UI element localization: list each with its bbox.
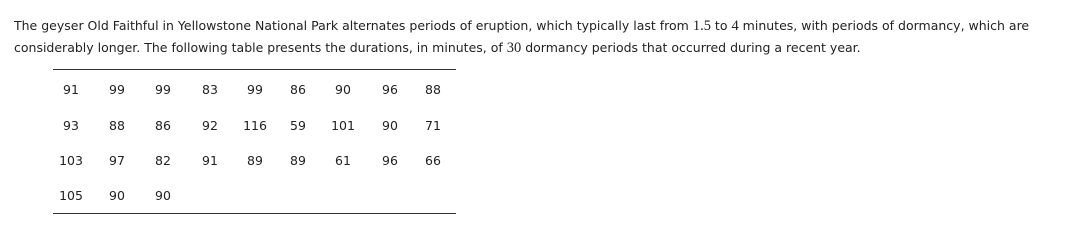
table-cell: 88	[109, 118, 125, 133]
table-cell: 105	[59, 188, 83, 203]
table-cell: 92	[202, 118, 218, 133]
table-cell: 71	[425, 118, 441, 133]
intro-text-3: minutes, with periods of dormancy, which are considerably longer. The following table presents the durations, in minutes, of	[14, 18, 1030, 55]
table-cell: 88	[425, 82, 441, 97]
intro-text-2: to	[710, 18, 732, 33]
table-cell: 89	[290, 153, 306, 168]
intro-number-eruption-max: 4	[731, 18, 739, 34]
table-cell: 116	[243, 118, 267, 133]
table-cell: 86	[155, 118, 171, 133]
table-bottom-rule	[53, 213, 456, 214]
intro-text-1: The geyser Old Faithful in Yellowstone National Park alternates periods of eruption, which typically last from	[14, 18, 693, 33]
table-cell: 99	[155, 82, 171, 97]
table-cell: 89	[247, 153, 263, 168]
problem-statement	[14, 15, 1054, 59]
table-cell: 93	[63, 118, 79, 133]
table-cell: 90	[155, 188, 171, 203]
table-cell: 91	[202, 153, 218, 168]
table-cell: 96	[382, 153, 398, 168]
table-cell: 90	[382, 118, 398, 133]
table-cell: 90	[109, 188, 125, 203]
table-cell: 101	[331, 118, 355, 133]
table-cell: 61	[335, 153, 351, 168]
intro-text-4: dormancy periods that occurred during a recent year.	[521, 40, 861, 55]
table-cell: 96	[382, 82, 398, 97]
table-cell: 97	[109, 153, 125, 168]
table-cell: 91	[63, 82, 79, 97]
intro-number-eruption-min: 1.5	[692, 18, 711, 34]
table-cell: 103	[59, 153, 83, 168]
table-cell: 59	[290, 118, 306, 133]
table-cell: 90	[335, 82, 351, 97]
dormancy-durations-table	[53, 69, 456, 214]
table-cell: 99	[109, 82, 125, 97]
table-cell: 86	[290, 82, 306, 97]
table-cell: 83	[202, 82, 218, 97]
table-cell: 66	[425, 153, 441, 168]
table-cell: 99	[247, 82, 263, 97]
table-top-rule	[53, 69, 456, 70]
table-cell: 82	[155, 153, 171, 168]
intro-number-count: 30	[506, 40, 522, 56]
